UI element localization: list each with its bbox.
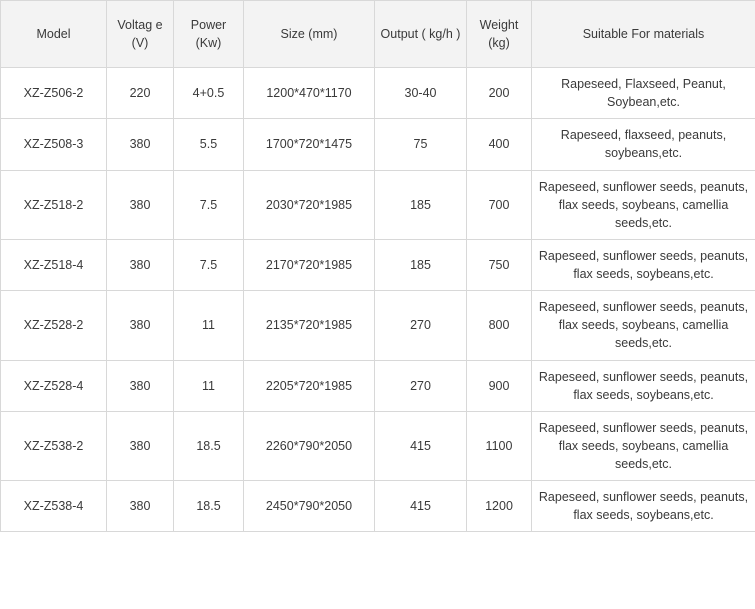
table-row xyxy=(1,481,755,532)
table-row xyxy=(1,411,755,480)
cell-power: 11 xyxy=(174,360,244,411)
cell-materials: Rapeseed, flaxseed, peanuts, soybeans,etc. xyxy=(532,119,755,170)
cell-weight: 800 xyxy=(467,291,532,360)
cell-materials: Rapeseed, sunflower seeds, peanuts, flax seeds, soybeans, camellia seeds,etc. xyxy=(532,291,755,360)
cell-materials: Rapeseed, sunflower seeds, peanuts, flax seeds, soybeans, camellia seeds,etc. xyxy=(532,170,755,239)
cell-model: XZ-Z538-4 xyxy=(1,481,107,532)
table-body xyxy=(1,68,755,532)
column-header-model: Model xyxy=(1,1,107,68)
column-header-output: Output ( kg/h ) xyxy=(375,1,467,68)
table-row xyxy=(1,360,755,411)
cell-materials: Rapeseed, sunflower seeds, peanuts, flax seeds, soybeans,etc. xyxy=(532,239,755,290)
cell-model: XZ-Z518-4 xyxy=(1,239,107,290)
cell-size: 2205*720*1985 xyxy=(244,360,375,411)
cell-voltage: 380 xyxy=(107,360,174,411)
cell-power: 7.5 xyxy=(174,170,244,239)
cell-model: XZ-Z508-3 xyxy=(1,119,107,170)
cell-size: 1200*470*1170 xyxy=(244,68,375,119)
column-header-materials: Suitable For materials xyxy=(532,1,755,68)
cell-power: 18.5 xyxy=(174,481,244,532)
cell-output: 75 xyxy=(375,119,467,170)
table-row xyxy=(1,291,755,360)
cell-output: 185 xyxy=(375,170,467,239)
column-header-voltage: Voltag e (V) xyxy=(107,1,174,68)
cell-weight: 1100 xyxy=(467,411,532,480)
column-header-weight: Weight (kg) xyxy=(467,1,532,68)
cell-weight: 400 xyxy=(467,119,532,170)
cell-output: 185 xyxy=(375,239,467,290)
cell-size: 2030*720*1985 xyxy=(244,170,375,239)
cell-power: 7.5 xyxy=(174,239,244,290)
cell-weight: 700 xyxy=(467,170,532,239)
cell-size: 2170*720*1985 xyxy=(244,239,375,290)
cell-output: 415 xyxy=(375,411,467,480)
table-row xyxy=(1,68,755,119)
cell-materials: Rapeseed, sunflower seeds, peanuts, flax seeds, soybeans,etc. xyxy=(532,360,755,411)
column-header-power: Power (Kw) xyxy=(174,1,244,68)
cell-voltage: 380 xyxy=(107,119,174,170)
cell-size: 2450*790*2050 xyxy=(244,481,375,532)
cell-materials: Rapeseed, sunflower seeds, peanuts, flax seeds, soybeans, camellia seeds,etc. xyxy=(532,411,755,480)
cell-voltage: 380 xyxy=(107,239,174,290)
cell-power: 11 xyxy=(174,291,244,360)
cell-voltage: 380 xyxy=(107,291,174,360)
table-row xyxy=(1,170,755,239)
cell-weight: 900 xyxy=(467,360,532,411)
cell-materials: Rapeseed, sunflower seeds, peanuts, flax seeds, soybeans,etc. xyxy=(532,481,755,532)
cell-output: 270 xyxy=(375,360,467,411)
table-row xyxy=(1,119,755,170)
cell-output: 415 xyxy=(375,481,467,532)
cell-weight: 1200 xyxy=(467,481,532,532)
cell-output: 270 xyxy=(375,291,467,360)
table-header-row xyxy=(1,1,755,68)
table-row xyxy=(1,239,755,290)
cell-model: XZ-Z528-4 xyxy=(1,360,107,411)
cell-output: 30-40 xyxy=(375,68,467,119)
cell-voltage: 380 xyxy=(107,481,174,532)
cell-size: 2135*720*1985 xyxy=(244,291,375,360)
cell-model: XZ-Z528-2 xyxy=(1,291,107,360)
cell-model: XZ-Z538-2 xyxy=(1,411,107,480)
cell-model: XZ-Z506-2 xyxy=(1,68,107,119)
cell-weight: 750 xyxy=(467,239,532,290)
cell-voltage: 380 xyxy=(107,170,174,239)
column-header-size: Size (mm) xyxy=(244,1,375,68)
cell-power: 18.5 xyxy=(174,411,244,480)
cell-size: 1700*720*1475 xyxy=(244,119,375,170)
cell-weight: 200 xyxy=(467,68,532,119)
cell-voltage: 380 xyxy=(107,411,174,480)
cell-power: 5.5 xyxy=(174,119,244,170)
cell-voltage: 220 xyxy=(107,68,174,119)
cell-model: XZ-Z518-2 xyxy=(1,170,107,239)
cell-size: 2260*790*2050 xyxy=(244,411,375,480)
cell-materials: Rapeseed, Flaxseed, Peanut, Soybean,etc. xyxy=(532,68,755,119)
cell-power: 4+0.5 xyxy=(174,68,244,119)
table-header xyxy=(1,1,755,68)
